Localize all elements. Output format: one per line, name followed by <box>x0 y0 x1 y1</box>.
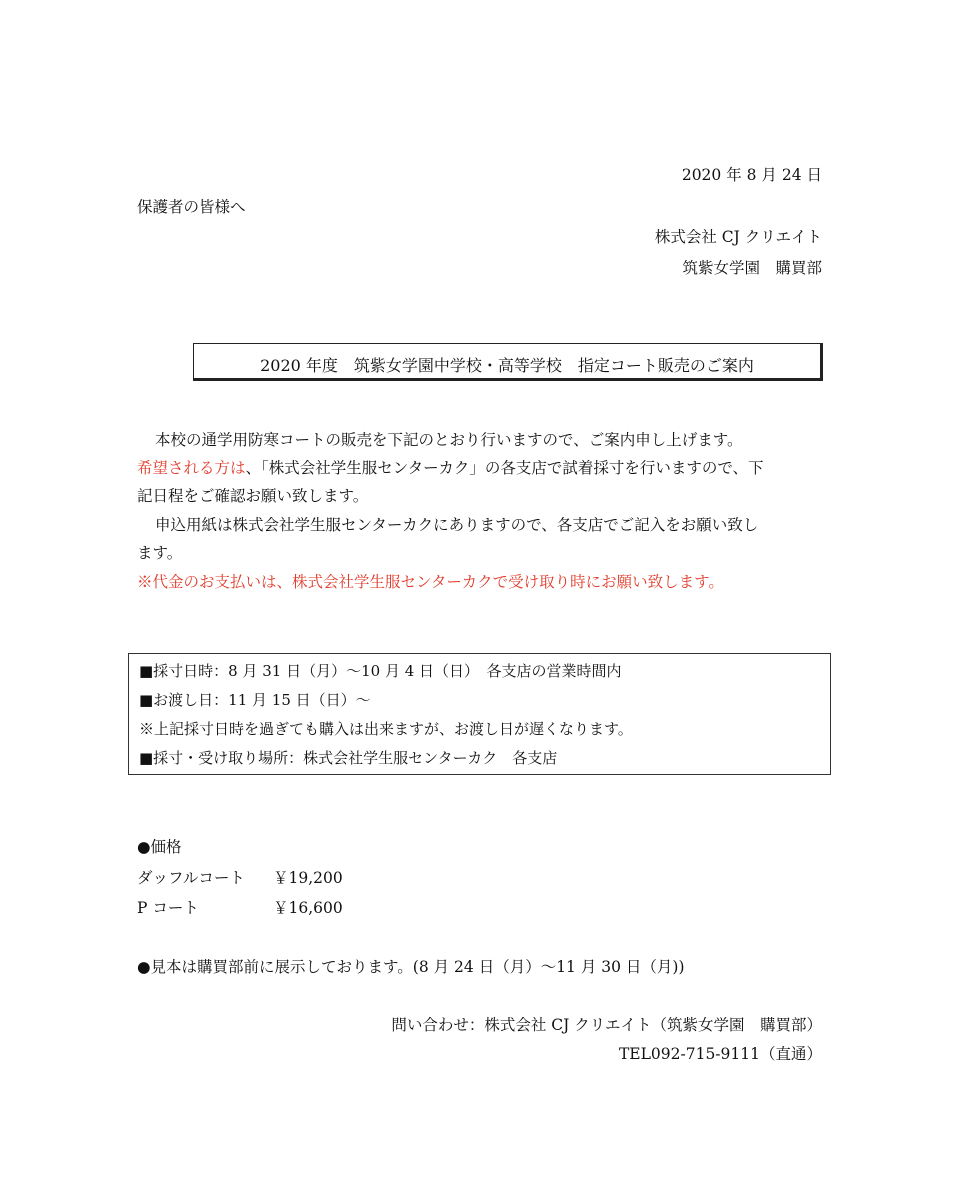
schedule-info-box <box>128 653 831 775</box>
price-heading: ●価格 <box>137 838 182 856</box>
body-line-2-rest: 、「株式会社学生服センターカク」の各支店で試着採寸を行いますので、下 <box>245 459 764 477</box>
price-item-value: ￥19,200 <box>273 869 343 887</box>
document-title: 2020 年度 筑紫女学園中学校・高等学校 指定コート販売のご案内 <box>260 356 754 375</box>
body-line-3: 記日程をご確認お願い致します。 <box>137 487 369 505</box>
measure-date: ■採寸日時：8 月 31 日（月）～10 月 4 日（日） 各支店の営業時間内 <box>139 662 622 680</box>
body-line-4: 申込用紙は株式会社学生服センターカクにありますので、各支店でご記入をお願い致し <box>155 516 759 534</box>
price-item-name: ダッフルコート <box>137 869 245 887</box>
body-line-2 <box>137 456 764 478</box>
body-line-2-highlight: 希望される方は <box>137 459 246 477</box>
addressee: 保護者の皆様へ <box>137 198 246 216</box>
sender-company: 株式会社 CJ クリエイト <box>654 228 822 246</box>
contact-line-1: 問い合わせ：株式会社 CJ クリエイト（筑紫女学園 購買部） <box>391 1016 822 1034</box>
body-line-5: ます。 <box>137 544 183 562</box>
delivery-date: ■お渡し日：11 月 15 日（日）～ <box>139 691 371 709</box>
price-item-value: ￥16,600 <box>273 899 343 917</box>
title-box <box>193 343 823 381</box>
body-line-1: 本校の通学用防寒コートの販売を下記のとおり行いますので、ご案内申し上げます。 <box>155 431 743 449</box>
measure-place: ■採寸・受け取り場所：株式会社学生服センターカク 各支店 <box>139 749 558 767</box>
contact-phone: TEL092-715-9111（直通） <box>618 1045 822 1063</box>
price-item-name: P コート <box>137 899 199 917</box>
late-purchase-note: ※上記採寸日時を過ぎても購入は出来ますが、お渡し日が遅くなります。 <box>139 720 633 738</box>
document-date: 2020 年 8 月 24 日 <box>681 166 822 184</box>
sender-department: 筑紫女学園 購買部 <box>682 259 822 277</box>
sample-display-note: ●見本は購買部前に展示しております。(8 月 24 日（月）～11 月 30 日（月)) <box>137 958 685 976</box>
payment-notice: ※代金のお支払いは、株式会社学生服センターカクで受け取り時にお願い致します。 <box>137 573 724 591</box>
